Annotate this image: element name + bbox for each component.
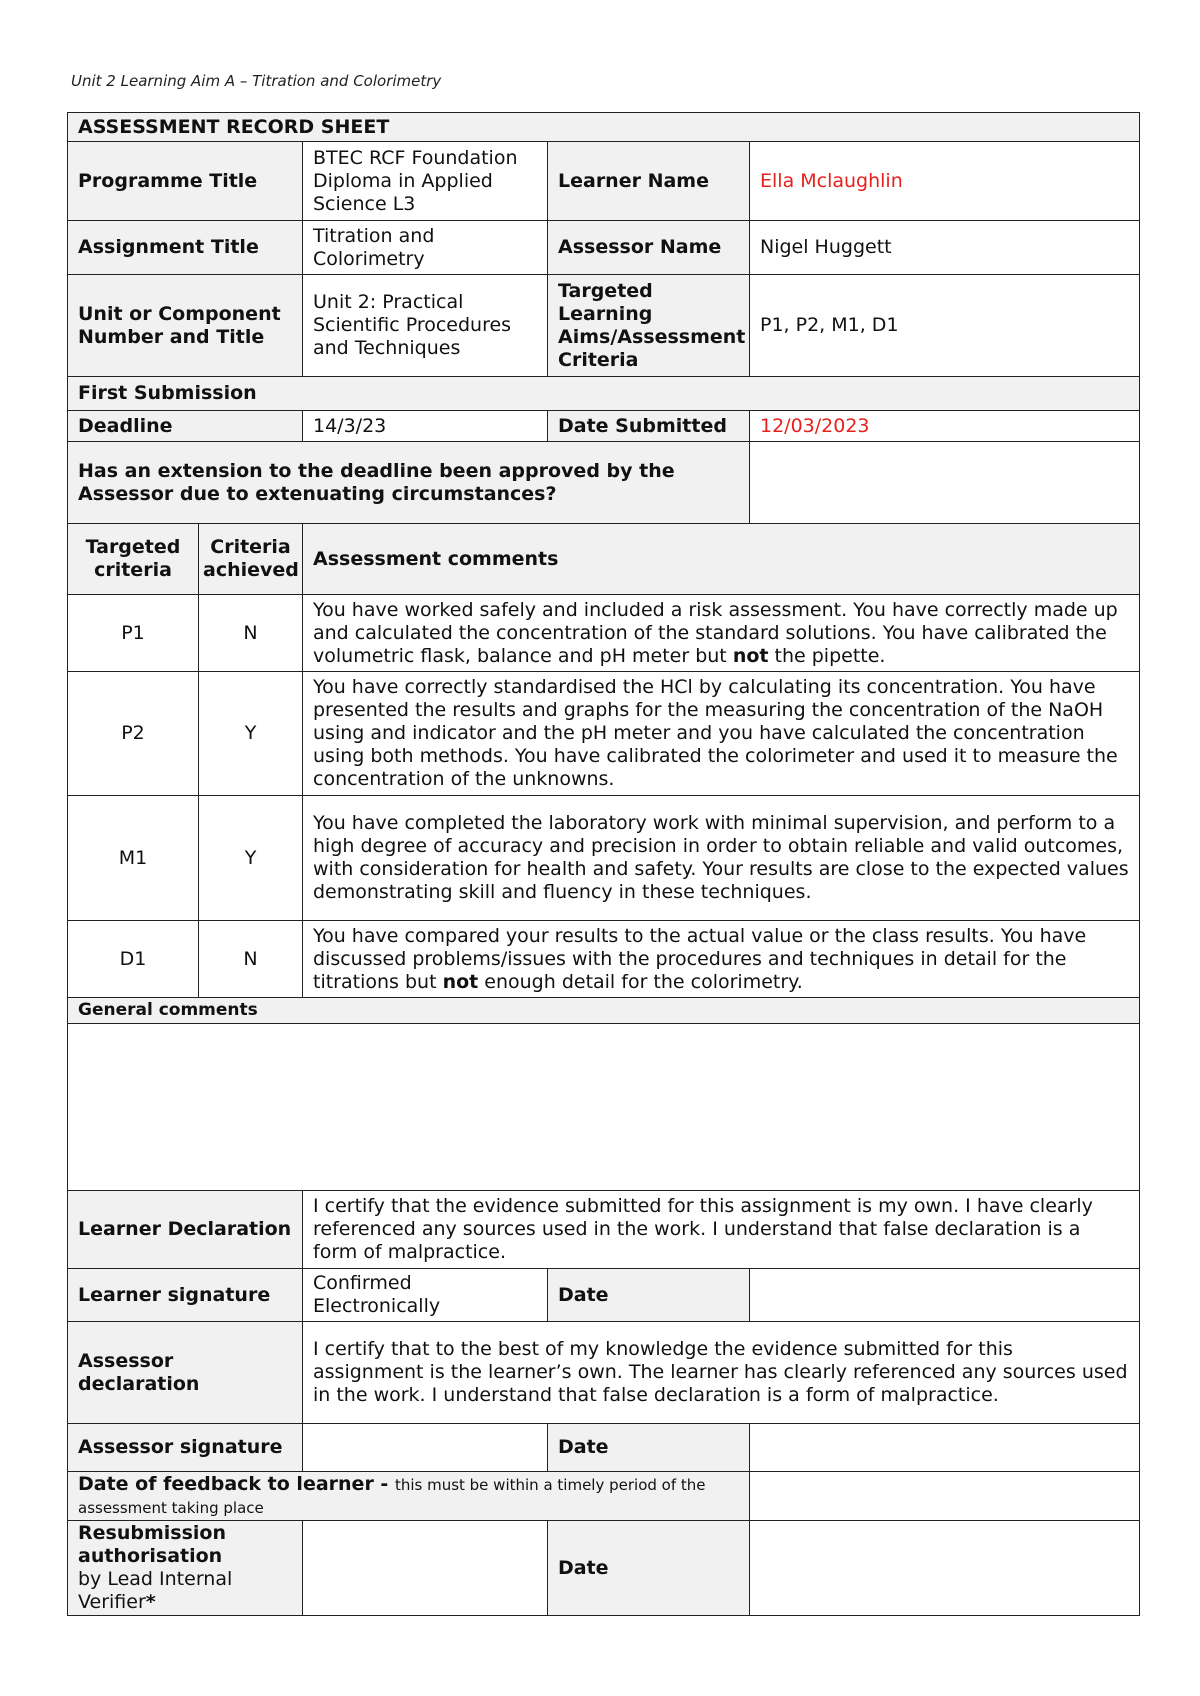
assessment-record-table [67,112,1140,1616]
resubmission-date-label: Date [548,1521,750,1616]
assessor-date-label: Date [548,1424,750,1472]
assignment-title-value: Titration and Colorimetry [303,221,548,275]
learner-date-value [750,1269,1140,1322]
feedback-date-value [750,1472,1140,1521]
criterion-achieved: Y [199,672,303,796]
general-comments-label: General comments [68,998,1140,1024]
col-targeted-criteria: Targeted criteria [68,524,199,595]
deadline-value: 14/3/23 [303,411,548,442]
resubmission-label: Resubmission authorisation by Lead Internal Verifier* [68,1521,303,1616]
learner-name-value: Ella Mclaughlin [750,142,1140,221]
assessor-name-label: Assessor Name [548,221,750,275]
learner-name-label: Learner Name [548,142,750,221]
criterion-achieved: N [199,595,303,672]
page-header: Unit 2 Learning Aim A – Titration and Colorimetry [71,72,442,90]
criterion-achieved: N [199,921,303,998]
targeted-aims-label: Targeted Learning Aims/Assessment Criteria [548,275,750,377]
assessor-date-value [750,1424,1140,1472]
criterion-code: D1 [68,921,199,998]
unit-value: Unit 2: Practical Scientific Procedures and Techniques [303,275,548,377]
col-assessment-comments: Assessment comments [303,524,1140,595]
criterion-comment: You have correctly standardised the HCl by calculating its concentration. You have presented the results and graphs for the measuring the concentration of the NaOH using and indicator and the pH meter and you have calculated the concentration using both methods. You have calibrated the colorimeter and used it to measure the concentration of the unknowns. [303,672,1140,796]
assessor-signature-label: Assessor signature [68,1424,303,1472]
resubmission-date-value [750,1521,1140,1616]
assessor-signature-value [303,1424,548,1472]
assessor-declaration-label: Assessor declaration [68,1322,303,1424]
feedback-date-label: Date of feedback to learner - this must be within a timely period of the assessment taking place [68,1472,750,1521]
date-submitted-value: 12/03/2023 [750,411,1140,442]
assessor-declaration-text: I certify that to the best of my knowledge the evidence submitted for this assignment is the learner’s own. The learner has clearly referenced any sources used in the work. I understand that false declaration is a form of malpractice. [303,1322,1140,1424]
criteria-row [68,595,1140,672]
criterion-comment: You have completed the laboratory work with minimal supervision, and perform to a high degree of accuracy and precision in order to obtain reliable and valid outcomes, with consideration for health and safety. Your results are close to the expected values demonstrating skill and fluency in these techniques. [303,796,1140,921]
criteria-row [68,672,1140,796]
first-submission-heading: First Submission [68,377,1140,411]
sheet-title: ASSESSMENT RECORD SHEET [68,113,1140,142]
learner-declaration-label: Learner Declaration [68,1191,303,1269]
learner-signature-value: Confirmed Electronically [303,1269,548,1322]
general-comments-box [68,1024,1140,1191]
learner-declaration-text: I certify that the evidence submitted for this assignment is my own. I have clearly referenced any sources used in the work. I understand that false declaration is a form of malpractice. [303,1191,1140,1269]
learner-date-label: Date [548,1269,750,1322]
targeted-aims-value: P1, P2, M1, D1 [750,275,1140,377]
criterion-code: P2 [68,672,199,796]
assignment-title-label: Assignment Title [68,221,303,275]
deadline-label: Deadline [68,411,303,442]
assessor-name-value: Nigel Huggett [750,221,1140,275]
criterion-code: M1 [68,796,199,921]
extension-answer [750,442,1140,524]
criteria-row [68,921,1140,998]
criterion-comment: You have worked safely and included a risk assessment. You have correctly made up and calculated the concentration of the standard solutions. You have calibrated the volumetric flask, balance and pH meter but not the pipette. [303,595,1140,672]
criteria-row [68,796,1140,921]
unit-label: Unit or Component Number and Title [68,275,303,377]
criterion-achieved: Y [199,796,303,921]
learner-signature-label: Learner signature [68,1269,303,1322]
col-criteria-achieved: Criteria achieved [199,524,303,595]
date-submitted-label: Date Submitted [548,411,750,442]
criterion-comment: You have compared your results to the actual value or the class results. You have discussed problems/issues with the procedures and techniques in detail for the titrations but not enough detail for the colorimetry. [303,921,1140,998]
programme-title-value: BTEC RCF Foundation Diploma in Applied Science L3 [303,142,548,221]
programme-title-label: Programme Title [68,142,303,221]
extension-question: Has an extension to the deadline been approved by the Assessor due to extenuating circumstances? [68,442,750,524]
criterion-code: P1 [68,595,199,672]
resubmission-value [303,1521,548,1616]
